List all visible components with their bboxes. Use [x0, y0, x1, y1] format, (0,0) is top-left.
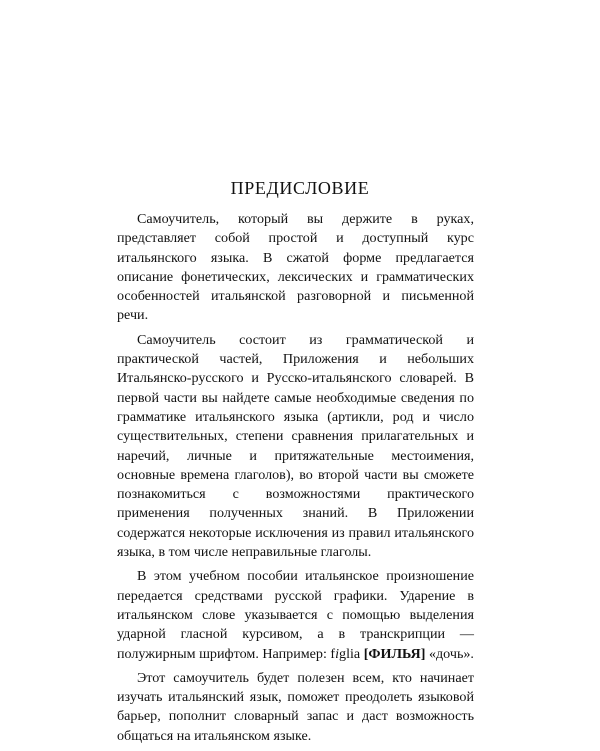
example-word: figlia	[330, 645, 361, 662]
paragraph-pronunciation-text: В этом учебном пособии итальянское произношение передается средствами русской графики. Ударение в итальянском слове указывается с помощью выделения ударной гласной курсивом, а в транскрипции — полужирным шрифтом. Например:	[117, 568, 474, 662]
paragraph-intro: Самоучитель, который вы держите в руках, представляет собой простой и доступный курс итальянского языка. В сжатой форме предлагается описание фонетических, лексических и грамматических особенностей итальянской разговорной и письменной речи.	[117, 211, 474, 324]
example-transcription: [ФИЛЬЯ]	[363, 645, 426, 662]
example-translation: «дочь».	[428, 645, 474, 662]
stressed-vowel: i	[335, 645, 340, 662]
preface-body	[117, 210, 474, 751]
page-title: ПРЕДИСЛОВИЕ	[230, 178, 370, 198]
paragraph-structure: Самоучитель состоит из грамматической и практической частей, Приложения и небольших Итальянско-русского и Русско-итальянского словарей. В первой части вы найдете самые необходимые сведения по грамматике итальянского языка (артикли, род и число существительных, степени сравнения прилагательных и наречий, личные и притяжательные местоимения, основные времена глаголов), во второй части вы сможете познакомиться с возможностями практического применения полученных знаний. В Приложении содержатся некоторые исключения из правил итальянского языка, в том числе неправильные глаголы.	[117, 331, 474, 561]
paragraph-audience: Этот самоучитель будет полезен всем, кто начинает изучать итальянский язык, поможет преодолеть языковой барьер, пополнит словарный запас и даст возможность общаться на итальянском языке.	[117, 669, 474, 744]
paragraph-pronunciation	[117, 567, 474, 663]
